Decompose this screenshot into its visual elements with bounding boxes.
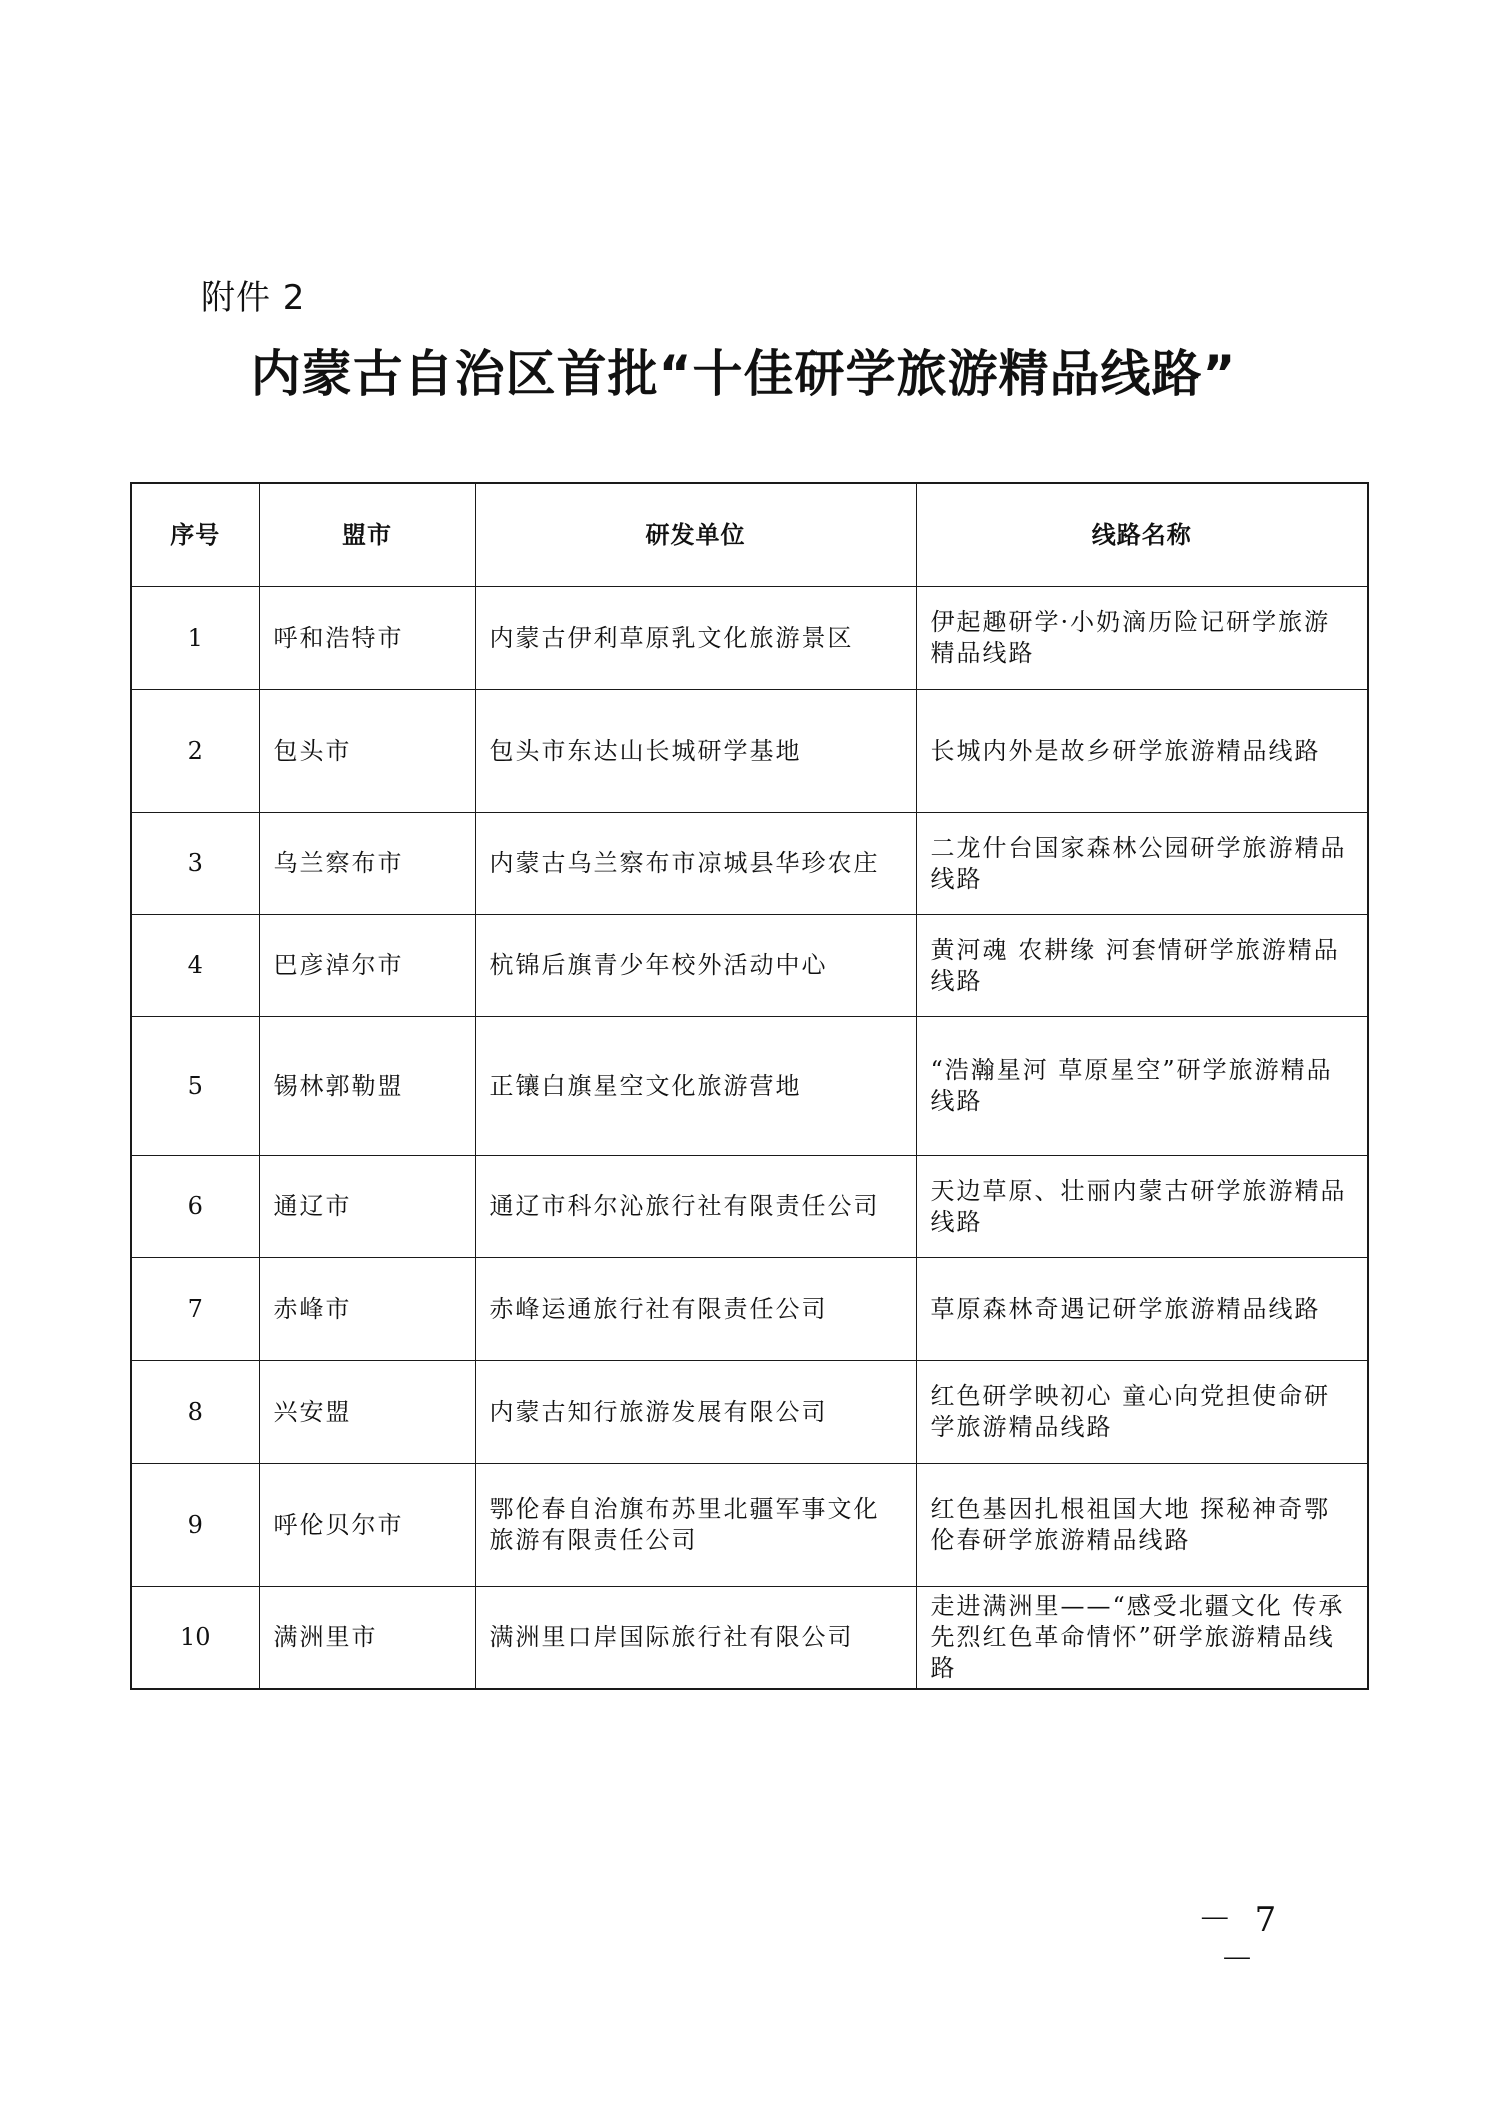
row-unit: 通辽市科尔沁旅行社有限责任公司	[475, 1156, 916, 1258]
row-city: 乌兰察布市	[259, 813, 475, 915]
table-row	[131, 1258, 1368, 1361]
row-unit: 鄂伦春自治旗布苏里北疆军事文化旅游有限责任公司	[475, 1464, 916, 1587]
header-route: 线路名称	[916, 483, 1368, 587]
table-row	[131, 813, 1368, 915]
row-route: 草原森林奇遇记研学旅游精品线路	[916, 1258, 1368, 1361]
row-route: 长城内外是故乡研学旅游精品线路	[916, 690, 1368, 813]
row-unit: 满洲里口岸国际旅行社有限公司	[475, 1587, 916, 1689]
row-route: 天边草原、壮丽内蒙古研学旅游精品线路	[916, 1156, 1368, 1258]
header-city: 盟市	[259, 483, 475, 587]
row-unit: 赤峰运通旅行社有限责任公司	[475, 1258, 916, 1361]
row-unit: 内蒙古乌兰察布市凉城县华珍农庄	[475, 813, 916, 915]
attachment-label: 附件 2	[201, 278, 306, 318]
row-city: 包头市	[259, 690, 475, 813]
row-no: 3	[131, 813, 259, 915]
row-route: 二龙什台国家森林公园研学旅游精品线路	[916, 813, 1368, 915]
row-city: 通辽市	[259, 1156, 475, 1258]
row-route: 红色研学映初心 童心向党担使命研学旅游精品线路	[916, 1361, 1368, 1464]
table-row	[131, 1156, 1368, 1258]
row-city: 兴安盟	[259, 1361, 475, 1464]
row-city: 满洲里市	[259, 1587, 475, 1689]
header-no: 序号	[131, 483, 259, 587]
page-number: － 7 －	[1197, 1900, 1283, 1980]
row-city: 呼伦贝尔市	[259, 1464, 475, 1587]
row-no: 5	[131, 1017, 259, 1156]
table-row	[131, 1361, 1368, 1464]
row-city: 巴彦淖尔市	[259, 915, 475, 1017]
row-no: 2	[131, 690, 259, 813]
header-unit: 研发单位	[475, 483, 916, 587]
row-city: 呼和浩特市	[259, 587, 475, 690]
row-route: “浩瀚星河 草原星空”研学旅游精品线路	[916, 1017, 1368, 1156]
row-no: 10	[131, 1587, 259, 1689]
row-no: 1	[131, 587, 259, 690]
row-unit: 包头市东达山长城研学基地	[475, 690, 916, 813]
row-route: 红色基因扎根祖国大地 探秘神奇鄂伦春研学旅游精品线路	[916, 1464, 1368, 1587]
row-route: 黄河魂 农耕缘 河套情研学旅游精品线路	[916, 915, 1368, 1017]
row-no: 4	[131, 915, 259, 1017]
row-city: 赤峰市	[259, 1258, 475, 1361]
row-route: 走进满洲里——“感受北疆文化 传承先烈红色革命情怀”研学旅游精品线路	[916, 1587, 1368, 1689]
table-row	[131, 587, 1368, 690]
row-unit: 正镶白旗星空文化旅游营地	[475, 1017, 916, 1156]
row-no: 7	[131, 1258, 259, 1361]
row-no: 8	[131, 1361, 259, 1464]
document-title: 内蒙古自治区首批“十佳研学旅游精品线路”	[250, 345, 1237, 403]
table-row	[131, 1464, 1368, 1587]
table-header-row	[131, 483, 1368, 587]
table-row	[131, 1587, 1368, 1689]
table-row	[131, 915, 1368, 1017]
routes-table-container	[130, 482, 1367, 1690]
row-unit: 内蒙古知行旅游发展有限公司	[475, 1361, 916, 1464]
table-row	[131, 1017, 1368, 1156]
row-unit: 杭锦后旗青少年校外活动中心	[475, 915, 916, 1017]
routes-table	[130, 482, 1369, 1690]
row-no: 9	[131, 1464, 259, 1587]
row-city: 锡林郭勒盟	[259, 1017, 475, 1156]
table-row	[131, 690, 1368, 813]
row-route: 伊起趣研学·小奶滴历险记研学旅游精品线路	[916, 587, 1368, 690]
row-unit: 内蒙古伊利草原乳文化旅游景区	[475, 587, 916, 690]
row-no: 6	[131, 1156, 259, 1258]
